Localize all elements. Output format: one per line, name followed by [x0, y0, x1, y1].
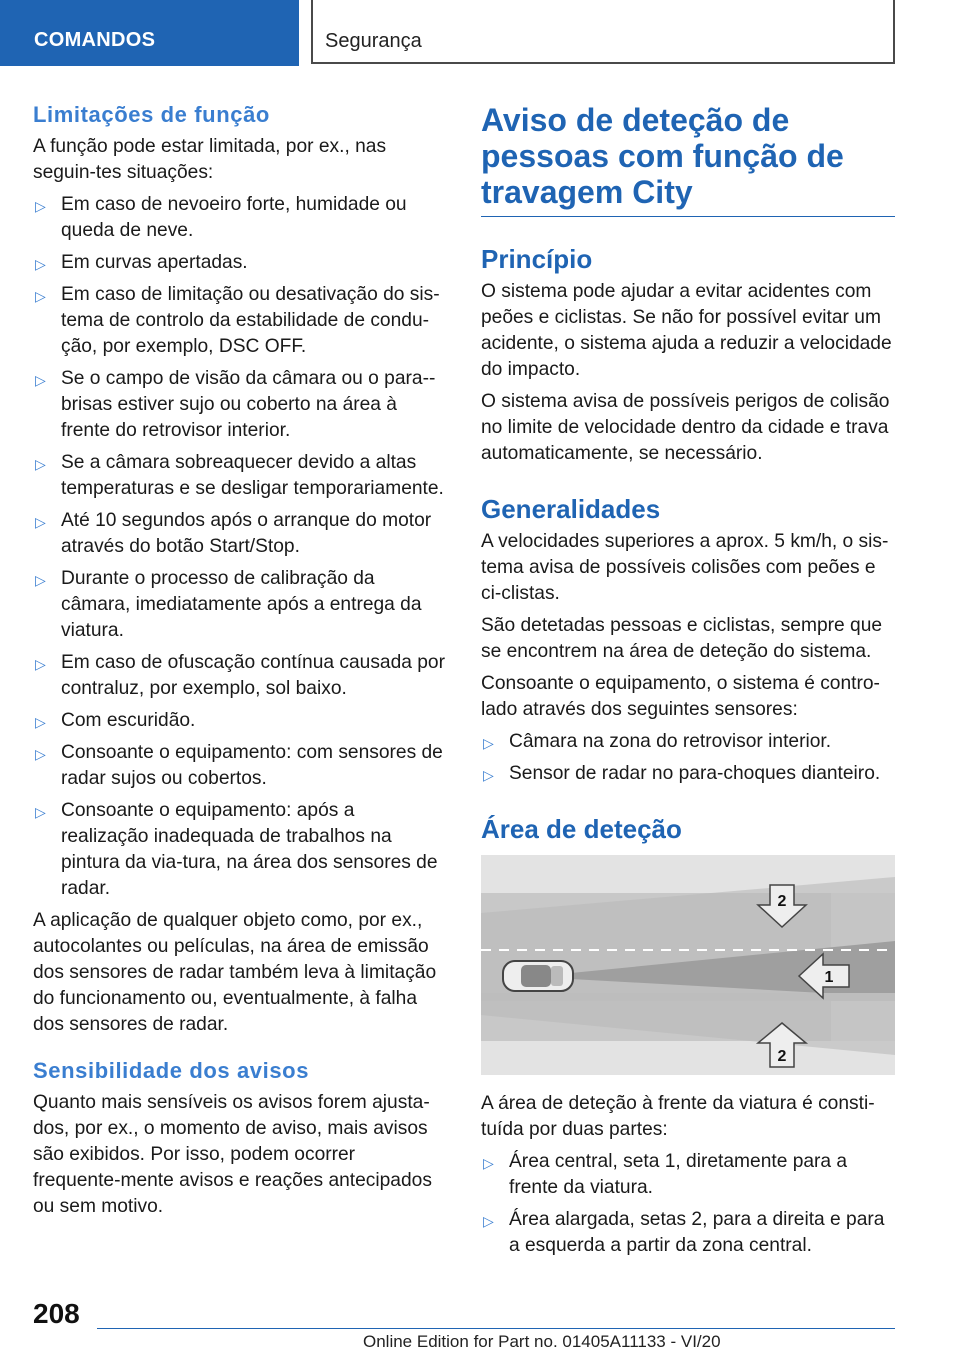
triangle-bullet-icon: ▷	[35, 746, 46, 762]
triangle-bullet-icon: ▷	[35, 372, 46, 388]
general-heading: Generalidades	[481, 494, 661, 524]
sensitivity-text: Quanto mais sensíveis os avisos forem ajusta-dos, por ex., o momento de aviso, mais avisos são exibidos. Por isso, podem ocorrer frequente-mente avisos e reações antecipados ou sem motivo.	[33, 1092, 432, 1217]
list-item: ▷ Consoante o equipamento: com sensores de radar sujos ou cobertos.	[35, 742, 443, 789]
section-tab: COMANDOS	[0, 0, 299, 66]
limits-outro: A aplicação de qualquer objeto como, por ex., autocolantes ou películas, na área de emissão dos sensores de radar também leva à limitação do funcionamento ou, eventualmente, à falha dos sensores de radar.	[33, 910, 437, 1035]
svg-text:2: 2	[777, 1048, 787, 1065]
svg-text:1: 1	[824, 969, 834, 986]
list-item: ▷ Sensor de radar no para-choques dianteiro.	[481, 761, 895, 787]
triangle-bullet-icon: ▷	[35, 256, 46, 272]
general-paragraph-2: São detetadas pessoas e ciclistas, sempre que se encontrem na área de deteção do sistema.	[481, 615, 883, 662]
area-paragraph: A área de deteção à frente da viatura é consti-tuída por duas partes:	[481, 1093, 875, 1140]
footer-rule	[97, 1328, 895, 1329]
detection-area-figure	[481, 855, 895, 1075]
list-item: ▷ Em caso de nevoeiro forte, humidade ou queda de neve.	[35, 194, 407, 241]
triangle-bullet-icon: ▷	[35, 288, 46, 304]
principle-heading: Princípio	[481, 244, 593, 274]
page-title: Aviso de deteção de pessoas com função de travagem City	[481, 102, 895, 217]
triangle-bullet-icon: ▷	[483, 735, 494, 751]
triangle-bullet-icon: ▷	[35, 656, 46, 672]
lane-line	[481, 993, 895, 1001]
list-item: ▷ Câmara na zona do retrovisor interior.	[481, 729, 895, 755]
car-icon	[503, 961, 573, 991]
list-item: ▷ Até 10 segundos após o arranque do motor através do botão Start/Stop.	[35, 510, 432, 557]
sensitivity-heading: Sensibilidade dos avisos	[33, 1058, 310, 1083]
principle-paragraph-1: O sistema pode ajudar a evitar acidentes com peões e ciclistas. Se não for possível evitar um acidente, o sistema ajuda a reduzir a velocidade do impacto.	[481, 281, 892, 380]
list-item: ▷ Área alargada, setas 2, para a direita e para a esquerda a partir da zona central.	[483, 1209, 885, 1256]
triangle-bullet-icon: ▷	[483, 767, 494, 783]
list-item: ▷ Durante o processo de calibração da câmara, imediatamente após a entrega da viatura.	[35, 568, 422, 641]
list-item: ▷ Em caso de ofuscação contínua causada por contraluz, por exemplo, sol baixo.	[35, 652, 445, 699]
chapter-title: Segurança	[325, 30, 422, 52]
area-heading: Área de deteção	[481, 814, 682, 844]
triangle-bullet-icon: ▷	[35, 804, 46, 820]
list-item: ▷ Em caso de limitação ou desativação do sis-tema de controlo da estabilidade de condu-ção, por exemplo, DSC OFF.	[35, 284, 440, 357]
list-item: ▷ Em curvas apertadas.	[33, 250, 447, 276]
limits-heading: Limitações de função	[33, 102, 270, 127]
list-item: ▷ Consoante o equipamento: após a realização inadequada de trabalhos na pintura da via-tura, na área dos sensores de radar.	[35, 800, 438, 899]
right-column	[481, 100, 895, 1265]
list-item: ▷ Com escuridão.	[33, 708, 447, 734]
triangle-bullet-icon: ▷	[35, 198, 46, 214]
area-list	[481, 1149, 895, 1259]
triangle-bullet-icon: ▷	[35, 514, 46, 530]
limits-list	[33, 192, 447, 902]
triangle-bullet-icon: ▷	[35, 714, 46, 730]
triangle-bullet-icon: ▷	[483, 1155, 494, 1171]
triangle-bullet-icon: ▷	[483, 1213, 494, 1229]
list-item: ▷ Se o campo de visão da câmara ou o para--brisas estiver sujo ou coberto na área à frente do retrovisor interior.	[35, 368, 436, 441]
triangle-bullet-icon: ▷	[35, 456, 46, 472]
general-paragraph-3: Consoante o equipamento, o sistema é contro-lado através dos seguintes sensores:	[481, 673, 880, 720]
limits-intro: A função pode estar limitada, por ex., nas seguin-tes situações:	[33, 136, 387, 183]
left-column	[33, 100, 447, 1226]
general-paragraph-1: A velocidades superiores a aprox. 5 km/h, o sis-tema avisa de possíveis colisões com peões e ci-clistas.	[481, 531, 889, 604]
principle-paragraph-2: O sistema avisa de possíveis perigos de colisão no limite de velocidade dentro da cidade e trava automaticamente, se necessário.	[481, 391, 890, 464]
edition-footer: Online Edition for Part no. 01405A11133 - VI/20	[363, 1332, 721, 1351]
svg-text:2: 2	[777, 893, 787, 910]
triangle-bullet-icon: ▷	[35, 572, 46, 588]
list-item: ▷ Área central, seta 1, diretamente para a frente da viatura.	[483, 1151, 848, 1198]
sensor-list	[481, 729, 895, 787]
list-item: ▷ Se a câmara sobreaquecer devido a altas temperaturas e se desligar temporariamente.	[35, 452, 444, 499]
page-number: 208	[33, 1298, 80, 1329]
